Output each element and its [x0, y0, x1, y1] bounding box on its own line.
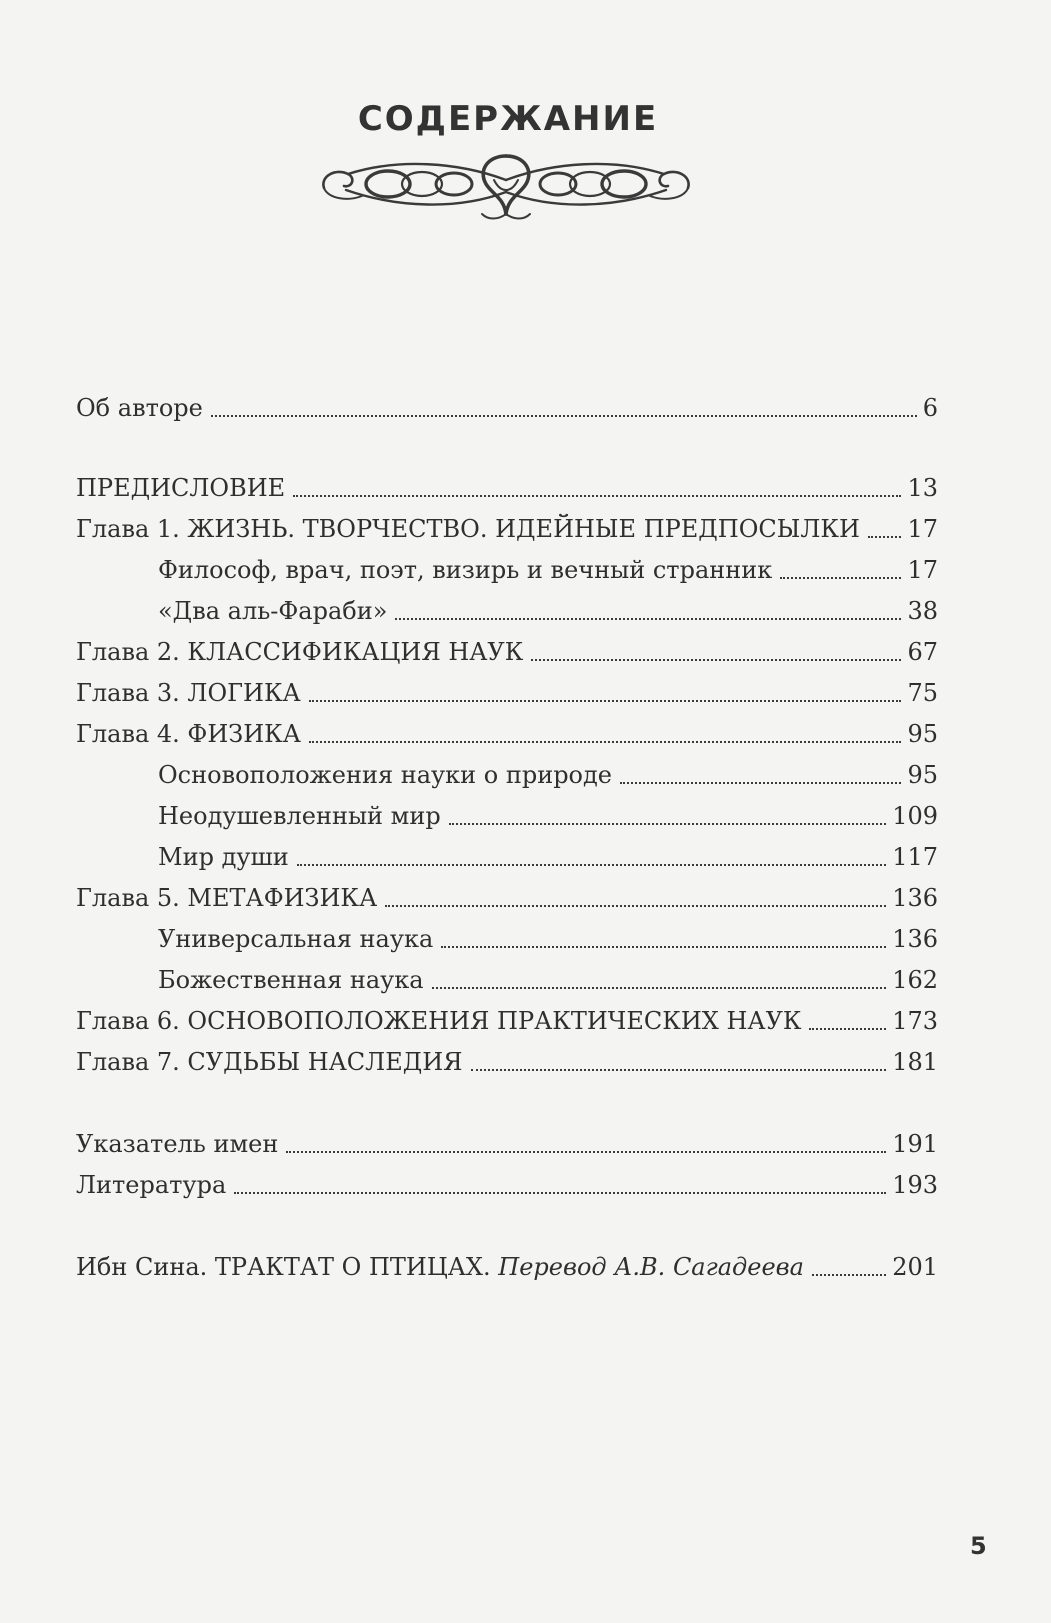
toc-entry-label: Глава 1. ЖИЗНЬ. ТВОРЧЕСТВО. ИДЕЙНЫЕ ПРЕДПОСЫЛКИ	[76, 515, 860, 543]
toc-entry-chapter-4[interactable]	[76, 714, 938, 754]
toc-entry-page: 181	[892, 1048, 938, 1076]
toc-entry-translator: Перевод А.В. Сагадеева	[498, 1253, 804, 1281]
page-number: 5	[970, 1532, 987, 1560]
dot-leader	[441, 946, 886, 948]
dot-leader	[286, 1151, 886, 1153]
toc-entry-label: Философ, врач, поэт, визирь и вечный странник	[158, 556, 773, 584]
dot-leader	[812, 1274, 886, 1276]
dot-leader	[297, 864, 886, 866]
toc-entry-page: 201	[892, 1253, 938, 1281]
toc-entry-chapter-3[interactable]	[76, 673, 938, 713]
toc-entry-label: Мир души	[158, 843, 289, 871]
toc-entry-label: ПРЕДИСЛОВИЕ	[76, 474, 286, 502]
dot-leader	[211, 415, 917, 417]
toc-entry-page: 136	[892, 925, 938, 953]
toc-entry-chapter-6[interactable]	[76, 1001, 938, 1041]
toc-entry-name-index[interactable]	[76, 1124, 938, 1164]
dot-leader	[309, 700, 902, 702]
toc-subentry[interactable]	[158, 919, 938, 959]
toc-entry-label: Об авторе	[76, 394, 203, 422]
toc-entry-page: 109	[892, 802, 938, 830]
decorative-flourish-icon	[318, 150, 694, 226]
dot-leader	[432, 987, 887, 989]
dot-leader	[780, 577, 901, 579]
toc-entry-page: 6	[922, 394, 938, 422]
toc-entry-page: 38	[907, 597, 938, 625]
toc-entry-label: Литература	[76, 1171, 227, 1199]
dot-leader	[531, 659, 901, 661]
dot-leader	[234, 1192, 886, 1194]
toc-entry-label-plain: Ибн Сина. ТРАКТАТ О ПТИЦАХ.	[76, 1253, 499, 1281]
toc-entry-label: Глава 3. ЛОГИКА	[76, 679, 301, 707]
toc-entry-page: 17	[907, 556, 938, 584]
toc-subentry[interactable]	[158, 796, 938, 836]
toc-entry-chapter-7[interactable]	[76, 1042, 938, 1082]
toc-entry-page: 17	[907, 515, 938, 543]
toc-entry-label: «Два аль-Фараби»	[158, 597, 388, 625]
toc-subentry[interactable]	[158, 960, 938, 1000]
toc-entry-page: 67	[907, 638, 938, 666]
toc-entry-page: 13	[907, 474, 938, 502]
toc-entry-page: 95	[907, 761, 938, 789]
toc-entry-page: 191	[892, 1130, 938, 1158]
toc-entry-treatise-on-birds[interactable]	[76, 1247, 938, 1287]
dot-leader	[385, 905, 886, 907]
toc-entry-chapter-5[interactable]	[76, 878, 938, 918]
toc-entry-chapter-1[interactable]	[76, 509, 938, 549]
toc-entry-page: 162	[892, 966, 938, 994]
toc-entry-page: 75	[907, 679, 938, 707]
toc-subentry[interactable]	[158, 550, 938, 590]
toc-subentry[interactable]	[158, 837, 938, 877]
toc-entry-label: Глава 2. КЛАССИФИКАЦИЯ НАУК	[76, 638, 524, 666]
toc-entry-label: Божественная наука	[158, 966, 424, 994]
toc-subentry[interactable]	[158, 591, 938, 631]
dot-leader	[293, 495, 901, 497]
toc-entry-label: Неодушевленный мир	[158, 802, 441, 830]
dot-leader	[809, 1028, 886, 1030]
toc-entry-preface[interactable]	[76, 468, 938, 508]
toc-entry-label: Универсальная наука	[158, 925, 434, 953]
dot-leader	[449, 823, 886, 825]
toc-entry-label: Указатель имен	[76, 1130, 279, 1158]
dot-leader	[395, 618, 901, 620]
toc-entry-chapter-2[interactable]	[76, 632, 938, 672]
toc-entry-page: 95	[907, 720, 938, 748]
toc-entry-label: Глава 5. МЕТАФИЗИКА	[76, 884, 378, 912]
toc-entry-label: Глава 7. СУДЬБЫ НАСЛЕДИЯ	[76, 1048, 463, 1076]
toc-entry-label	[76, 1247, 812, 1287]
toc-entry-page: 173	[892, 1007, 938, 1035]
dot-leader	[868, 536, 902, 538]
dot-leader	[620, 782, 901, 784]
dot-leader	[309, 741, 902, 743]
toc-entry-label: Глава 4. ФИЗИКА	[76, 720, 301, 748]
toc-entry-literature[interactable]	[76, 1165, 938, 1205]
page-title: СОДЕРЖАНИЕ	[357, 98, 659, 139]
toc-entry-label: Основоположения науки о природе	[158, 761, 612, 789]
toc-entry-page: 117	[892, 843, 938, 871]
toc-entry-page: 136	[892, 884, 938, 912]
toc-subentry[interactable]	[158, 755, 938, 795]
toc-entry-page: 193	[892, 1171, 938, 1199]
dot-leader	[471, 1069, 887, 1071]
toc-entry-about-author[interactable]	[76, 388, 938, 428]
toc-entry-label: Глава 6. ОСНОВОПОЛОЖЕНИЯ ПРАКТИЧЕСКИХ НАУК	[76, 1007, 802, 1035]
